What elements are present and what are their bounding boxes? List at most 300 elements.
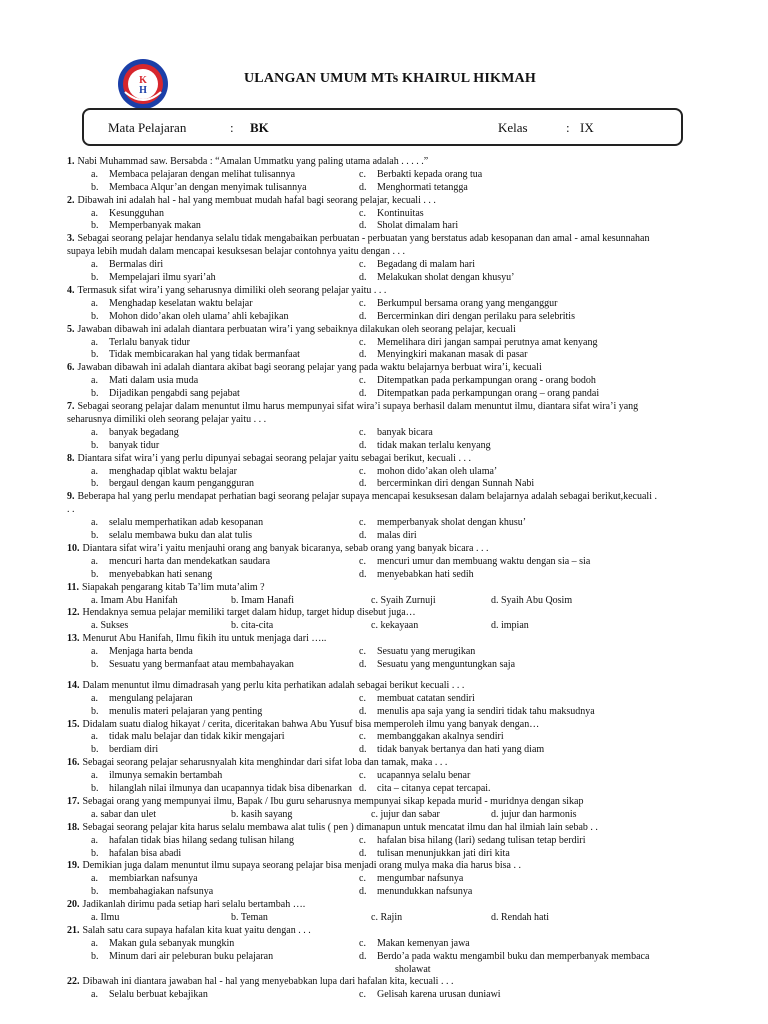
option-row (91, 182, 667, 195)
option-letter: b. (91, 658, 99, 670)
answer-option: b. cita-cita (231, 620, 274, 632)
option-letter: d. (359, 530, 367, 542)
option-letter: d. (359, 310, 367, 322)
question-item (67, 757, 667, 796)
question-number: 15. (67, 718, 80, 730)
option-letter: a. (91, 731, 98, 743)
answer-option (359, 530, 417, 543)
answer-option (91, 375, 198, 388)
option-text: Menjaga harta benda (109, 646, 193, 658)
option-text: Berbakti kepada orang tua (377, 168, 483, 180)
option-text: Makan kemenyan jawa (377, 937, 470, 949)
answer-option (91, 220, 201, 233)
answer-option (91, 440, 159, 453)
option-letter: a. (91, 770, 98, 782)
option-letter: c. (359, 517, 366, 529)
option-row (91, 337, 667, 350)
answer-option (359, 770, 470, 783)
answer-option (91, 208, 164, 221)
option-text: cita – citanya cepat tercapai. (377, 783, 491, 795)
answer-option: c. Rajin (371, 912, 403, 924)
option-row (91, 466, 667, 479)
question-number: 1. (67, 156, 75, 167)
option-text: banyak bicara (377, 426, 433, 438)
class-value: IX (580, 120, 594, 135)
question-item (67, 680, 667, 719)
svg-text:H: H (139, 85, 147, 96)
option-row (91, 375, 667, 388)
answer-option (359, 388, 599, 401)
option-text: Bercerminkan diri dengan perilaku para selebritis (377, 310, 575, 322)
option-text: berdiam diri (109, 744, 159, 756)
answer-option (359, 311, 575, 324)
option-text: Menyingkiri makanan masak di pasar (377, 349, 528, 361)
option-row (91, 530, 667, 543)
answer-option (359, 349, 528, 362)
svg-text:K: K (139, 75, 147, 86)
question-text (67, 822, 667, 835)
answer-option (91, 706, 262, 719)
option-text: bercerminkan diri dengan Sunnah Nabi (377, 478, 535, 490)
answer-option: c. kekayaan (371, 620, 419, 632)
option-text: menyebabkan hati senang (109, 568, 213, 580)
option-letter: a. (91, 989, 98, 1001)
question-number: 16. (67, 757, 80, 769)
question-text (67, 582, 667, 595)
option-letter: a. (91, 336, 98, 348)
question-stem: Dibawah ini diantara jawaban hal - hal yang menyebabkan lupa dari hafalan kita, kecuali . . . (82, 976, 454, 988)
question-number: 10. (67, 542, 80, 554)
question-item (67, 633, 667, 672)
answer-option (359, 259, 475, 272)
question-number: 18. (67, 821, 80, 833)
option-text: Sholat dimalam hari (377, 220, 459, 232)
question-number: 20. (67, 899, 80, 911)
option-letter: d. (359, 658, 367, 670)
answer-option: c. Syaih Zurnuji (371, 594, 436, 606)
answer-option (359, 169, 482, 182)
question-item (67, 362, 667, 401)
answer-option (91, 951, 273, 964)
option-row (91, 989, 667, 1002)
school-logo (117, 58, 169, 110)
option-letter: c. (359, 770, 366, 782)
option-text: banyak tidur (109, 439, 160, 451)
option-text: membanggakan akalnya sendiri (377, 731, 504, 743)
option-letter: a. (91, 465, 98, 477)
option-text: Kontinuitas (377, 207, 424, 219)
option-letter: a. (91, 259, 98, 271)
question-text (67, 324, 667, 337)
question-item (67, 796, 667, 822)
option-letter: c. (359, 834, 366, 846)
option-letter: a. (91, 692, 98, 704)
question-number: 19. (67, 860, 80, 872)
option-text: Gelisah karena urusan duniawi (377, 989, 501, 1001)
option-letter: c. (359, 692, 366, 704)
option-letter: b. (91, 349, 99, 361)
answer-option (359, 337, 597, 350)
option-row (91, 783, 667, 796)
option-letter: d. (359, 349, 367, 361)
question-number: 13. (67, 633, 80, 645)
question-text (67, 453, 667, 466)
option-row (91, 951, 667, 964)
answer-option: a. Imam Abu Hanifah (91, 594, 178, 606)
answer-option (91, 298, 253, 311)
answer-option: d. Rendah hati (491, 912, 550, 924)
option-letter: b. (91, 181, 99, 193)
option-text: Terlalu banyak tidur (109, 336, 190, 348)
question-item (67, 543, 667, 582)
option-text: Minum dari air peleburan buku pelajaran (109, 950, 274, 962)
answer-option (91, 938, 234, 951)
option-row (91, 556, 667, 569)
option-text: tulisan menunjukkan jati diri kita (377, 847, 510, 859)
option-text: malas diri (377, 530, 417, 542)
question-text (67, 195, 667, 208)
option-row (91, 595, 667, 608)
answer-option: b. kasih sayang (231, 808, 293, 820)
option-letter: c. (359, 989, 366, 1001)
option-text: menulis apa saja yang ia sendiri tidak tahu maksudnya (377, 705, 595, 717)
option-letter: a. (91, 297, 98, 309)
option-row (91, 809, 667, 822)
option-letter: b. (91, 388, 99, 400)
question-text (67, 491, 657, 517)
question-text (67, 719, 667, 732)
question-text (67, 543, 667, 556)
option-letter: c. (359, 873, 366, 885)
answer-option (91, 989, 208, 1002)
option-text: Sesuatu yang menguntungkan saja (377, 658, 516, 670)
question-stem: Sebagai seorang pelajar seharusnyalah kita menghindar dari sifat loba dan tamak, maka . . . (82, 757, 448, 769)
question-stem: Sebagai orang yang mempunyai ilmu, Bapak / Ibu guru seharusnya mempunyai sikap kepada murid - muridnya dengan sikap (82, 795, 584, 807)
question-stem: Beberapa hal yang perlu mendapat perhatian bagi seorang pelajar supaya mencapai kesuksesan dalam belajarnya adalah sebagai berikut,kecuali . . . (67, 491, 657, 516)
option-text: Berkumpul bersama orang yang menganggur (377, 297, 558, 309)
question-item (67, 976, 667, 1002)
option-letter: b. (91, 568, 99, 580)
answer-option: a. sabar dan ulet (91, 808, 156, 820)
answer-option (91, 349, 300, 362)
question-item (67, 324, 667, 363)
answer-option (359, 659, 515, 672)
option-row (91, 208, 667, 221)
option-text: Memperbanyak makan (109, 220, 201, 232)
option-text: mengumbar nafsunya (377, 873, 464, 885)
option-text: Berdo’a pada waktu mengambil buku dan memperbanyak membaca (377, 950, 650, 962)
answer-option (359, 938, 470, 951)
question-item (67, 899, 667, 925)
question-stem: Diantara sifat wira’i yang perlu dipunyai sebagai seorang pelajar yaitu sebagai berikut, kecuali . . . (77, 452, 471, 464)
option-text: membuat catatan sendiri (377, 692, 475, 704)
answer-option (359, 693, 475, 706)
answer-option (91, 272, 216, 285)
question-stem: Menurut Abu Hanifah, Ilmu fikih itu untuk menjaga dari ….. (82, 633, 327, 645)
answer-option (91, 873, 198, 886)
option-continuation: sholawat (395, 963, 431, 975)
option-text: Melakukan sholat dengan khusyu’ (377, 272, 515, 284)
option-letter: c. (359, 375, 366, 387)
answer-option (359, 440, 491, 453)
option-letter: d. (359, 783, 367, 795)
option-text: Menghadap keselatan waktu belajar (109, 297, 253, 309)
answer-option: a. Sukses (91, 620, 129, 632)
answer-option: b. Imam Hanafi (231, 594, 295, 606)
question-number: 3. (67, 233, 75, 245)
answer-option (359, 478, 534, 491)
question-number: 8. (67, 452, 75, 464)
answer-option (359, 556, 590, 569)
question-item (67, 925, 667, 977)
answer-option (91, 169, 295, 182)
option-letter: a. (91, 834, 98, 846)
option-letter: d. (359, 744, 367, 756)
option-letter: a. (91, 168, 98, 180)
answer-option (91, 388, 240, 401)
option-text: Membaca pelajaran dengan melihat tulisannya (109, 168, 296, 180)
option-row (91, 440, 667, 453)
question-text (67, 680, 667, 693)
answer-option (359, 744, 544, 757)
option-row (91, 388, 667, 401)
option-letter: a. (91, 517, 98, 529)
answer-option (91, 731, 285, 744)
option-text: Sesuatu yang bermanfaat atau membahayakan (109, 658, 294, 670)
answer-option (91, 835, 294, 848)
question-stem: Sebagai seorang pelajar hendanya selalu tidak mengabaikan perbuatan - perbuatan yang berstatus adab kesopanan dan amal - amal kesunnahan supaya lebih mudah dalam mencapai kesuksesan belajar contohnya yaitu dengan . . . (67, 233, 650, 258)
option-text: Dijadikan pengabdi sang pejabat (109, 388, 240, 400)
question-text (67, 633, 667, 646)
option-row (91, 912, 667, 925)
option-letter: b. (91, 886, 99, 898)
option-text: selalu membawa buku dan alat tulis (109, 530, 253, 542)
question-stem: Jawaban dibawah ini adalah diantara perbuatan wira’i yang sebaiknya dilakukan oleh seorang pelajar, kecuali (77, 323, 516, 335)
question-stem: Hendaknya semua pelajar memiliki target dalam hidup, target hidup disebut juga… (82, 607, 416, 619)
option-text: Mati dalam usia muda (109, 375, 199, 387)
option-text: Membaca Alqur’an dengan menyimak tulisannya (109, 181, 307, 193)
question-stem: Jadikanlah dirimu pada setiap hari selalu bertambah …. (82, 899, 306, 911)
question-text (67, 899, 667, 912)
question-stem: Sebagai seorang pelajar kita harus selalu membawa alat tulis ( pen ) dimanapun untuk mencatat ilmu dan hal ilmiah lain sebab . . (82, 821, 598, 833)
option-text: Bermalas diri (109, 259, 164, 271)
option-letter: a. (91, 937, 98, 949)
option-row (91, 569, 667, 582)
option-row (91, 259, 667, 272)
option-text: Sesuatu yang merugikan (377, 646, 476, 658)
option-text: bergaul dengan kaum pengangguran (109, 478, 255, 490)
answer-option (359, 646, 475, 659)
answer-option: b. Teman (231, 912, 268, 924)
answer-option (359, 272, 514, 285)
option-text: Mempelajari ilmu syari’ah (109, 272, 216, 284)
question-number: 6. (67, 362, 75, 374)
question-stem: Termasuk sifat wira’i yang seharusnya dimiliki oleh seorang pelajar yaitu . . . (77, 284, 387, 296)
answer-option (91, 530, 252, 543)
answer-option: a. Ilmu (91, 912, 120, 924)
question-text (67, 233, 657, 259)
answer-option (359, 886, 472, 899)
question-item (67, 233, 667, 285)
question-text (67, 796, 667, 809)
question-item (67, 582, 667, 608)
answer-option (359, 517, 526, 530)
question-stem: Nabi Muhammad saw. Bersabda : “Amalan Ummatku yang paling utama adalah . . . . .” (77, 156, 429, 167)
option-row (91, 220, 667, 233)
question-number: 22. (67, 976, 80, 988)
option-text: Ditempatkan pada perkampungan orang – orang pandai (377, 388, 600, 400)
option-letter: d. (359, 181, 367, 193)
option-text: menghadap qiblat waktu belajar (109, 465, 238, 477)
option-letter: c. (359, 731, 366, 743)
option-letter: c. (359, 297, 366, 309)
option-letter: b. (91, 310, 99, 322)
option-letter: b. (91, 220, 99, 232)
answer-option (359, 989, 501, 1002)
answer-option (359, 783, 491, 796)
option-text: banyak begadang (109, 426, 179, 438)
option-letter: a. (91, 873, 98, 885)
option-text: membiarkan nafsunya (109, 873, 198, 885)
question-text (67, 285, 667, 298)
question-list (0, 156, 768, 1002)
question-item (67, 401, 667, 453)
option-letter: d. (359, 388, 367, 400)
answer-option (91, 311, 288, 324)
option-text: menyebabkan hati sedih (377, 568, 474, 580)
question-text (67, 757, 667, 770)
question-item (67, 195, 667, 234)
question-number: 14. (67, 679, 80, 691)
option-row (91, 938, 667, 951)
answer-option: d. Syaih Abu Qosim (491, 594, 573, 606)
question-text (67, 860, 667, 873)
option-letter: d. (359, 220, 367, 232)
option-letter: a. (91, 646, 98, 658)
answer-option (91, 646, 193, 659)
option-text: selalu memperhatikan adab kesopanan (109, 517, 264, 529)
option-letter: b. (91, 744, 99, 756)
option-row (91, 659, 667, 672)
answer-option (91, 569, 212, 582)
question-text (67, 925, 667, 938)
option-text: mohon dido’akan oleh ulama’ (377, 465, 498, 477)
option-letter: d. (359, 439, 367, 451)
answer-option (91, 744, 158, 757)
option-text: Ditempatkan pada perkampungan orang - orang bodoh (377, 375, 596, 387)
answer-option: d. impian (491, 620, 529, 632)
exam-info-box (82, 108, 683, 146)
class-colon: : (566, 120, 570, 135)
option-letter: c. (359, 207, 366, 219)
option-row (91, 848, 667, 861)
answer-option (359, 466, 497, 479)
question-text (67, 976, 667, 989)
option-text: membahagiakan nafsunya (109, 886, 214, 898)
answer-option (359, 298, 558, 311)
option-text: ucapannya selalu benar (377, 770, 471, 782)
option-text: menundukkan nafsunya (377, 886, 473, 898)
option-row (91, 693, 667, 706)
option-letter: c. (359, 426, 366, 438)
question-number: 9. (67, 491, 75, 503)
option-letter: b. (91, 478, 99, 490)
option-letter: a. (91, 207, 98, 219)
page-title: ULANGAN UMUM MTs KHAIRUL HIKMAH (244, 71, 536, 86)
question-text (67, 607, 667, 620)
option-row (91, 517, 667, 530)
option-letter: d. (359, 886, 367, 898)
option-letter: a. (91, 555, 98, 567)
answer-option (91, 693, 193, 706)
option-text: mencuri umur dan membuang waktu dengan sia – sia (377, 555, 591, 567)
option-letter: b. (91, 705, 99, 717)
option-letter: b. (91, 783, 99, 795)
option-letter: d. (359, 950, 367, 962)
answer-option (91, 659, 294, 672)
option-text: tidak makan terlalu kenyang (377, 439, 491, 451)
question-stem: Dibawah ini adalah hal - hal yang membuat mudah hafal bagi seorang pelajar, kecuali . . . (77, 194, 436, 206)
answer-option (359, 951, 649, 964)
option-text: tidak malu belajar dan tidak kikir mengajari (109, 731, 285, 743)
option-letter: d. (359, 272, 367, 284)
option-row (91, 706, 667, 719)
option-letter: b. (91, 272, 99, 284)
question-number: 2. (67, 194, 75, 206)
option-letter: d. (359, 705, 367, 717)
question-stem: Dalam menuntut ilmu dimadrasah yang perlu kita perhatikan adalah sebagai berikut kecuali . . . (82, 679, 465, 691)
option-row (91, 646, 667, 659)
question-item (67, 453, 667, 492)
question-text (67, 401, 657, 427)
answer-option (359, 731, 504, 744)
answer-option (91, 783, 352, 796)
question-number: 5. (67, 323, 75, 335)
question-stem: Demikian juga dalam menuntut ilmu supaya seorang pelajar bisa menjadi orang mulya maka dia harus bisa . . (82, 860, 521, 872)
answer-option: c. jujur dan sabar (371, 808, 440, 820)
option-row (91, 478, 667, 491)
answer-option (91, 259, 163, 272)
answer-option (359, 873, 463, 886)
answer-option (359, 208, 424, 221)
question-stem: Didalam suatu dialog hikayat / cerita, diceritakan bahwa Abu Yusuf bisa memperoleh ilmu yang banyak dengan… (82, 718, 540, 730)
option-letter: c. (359, 937, 366, 949)
question-stem: Jawaban dibawah ini adalah diantara akibat bagi seorang pelajar yang pada waktu belajarnya berbuat wira’i, kecuali (77, 362, 542, 374)
option-row (91, 886, 667, 899)
subject-label: Mata Pelajaran (108, 120, 187, 135)
answer-option (91, 466, 237, 479)
option-text: Makan gula sebanyak mungkin (109, 937, 235, 949)
question-stem: Diantara sifat wira’i yaitu menjauhi orang ang banyak bicaranya, sebab orang yang banyak bicara . . . (82, 542, 489, 554)
answer-option (91, 848, 181, 861)
answer-option (359, 375, 596, 388)
option-row (91, 770, 667, 783)
subject-colon: : (230, 120, 234, 135)
question-stem: Salah satu cara supaya hafalan kita kuat yaitu dengan . . . (82, 924, 311, 936)
question-item (67, 822, 667, 861)
question-number: 17. (67, 795, 80, 807)
option-text: tidak banyak bertanya dan hati yang diam (377, 744, 545, 756)
option-letter: c. (359, 336, 366, 348)
option-text: menulis materi pelajaran yang penting (109, 705, 263, 717)
option-letter: b. (91, 439, 99, 451)
option-text: Tidak membicarakan hal yang tidak bermanfaat (109, 349, 300, 361)
option-letter: d. (359, 568, 367, 580)
question-number: 12. (67, 607, 80, 619)
option-text: Selalu berbuat kebajikan (109, 989, 208, 1001)
answer-option (91, 886, 213, 899)
option-text: Kesungguhan (109, 207, 164, 219)
